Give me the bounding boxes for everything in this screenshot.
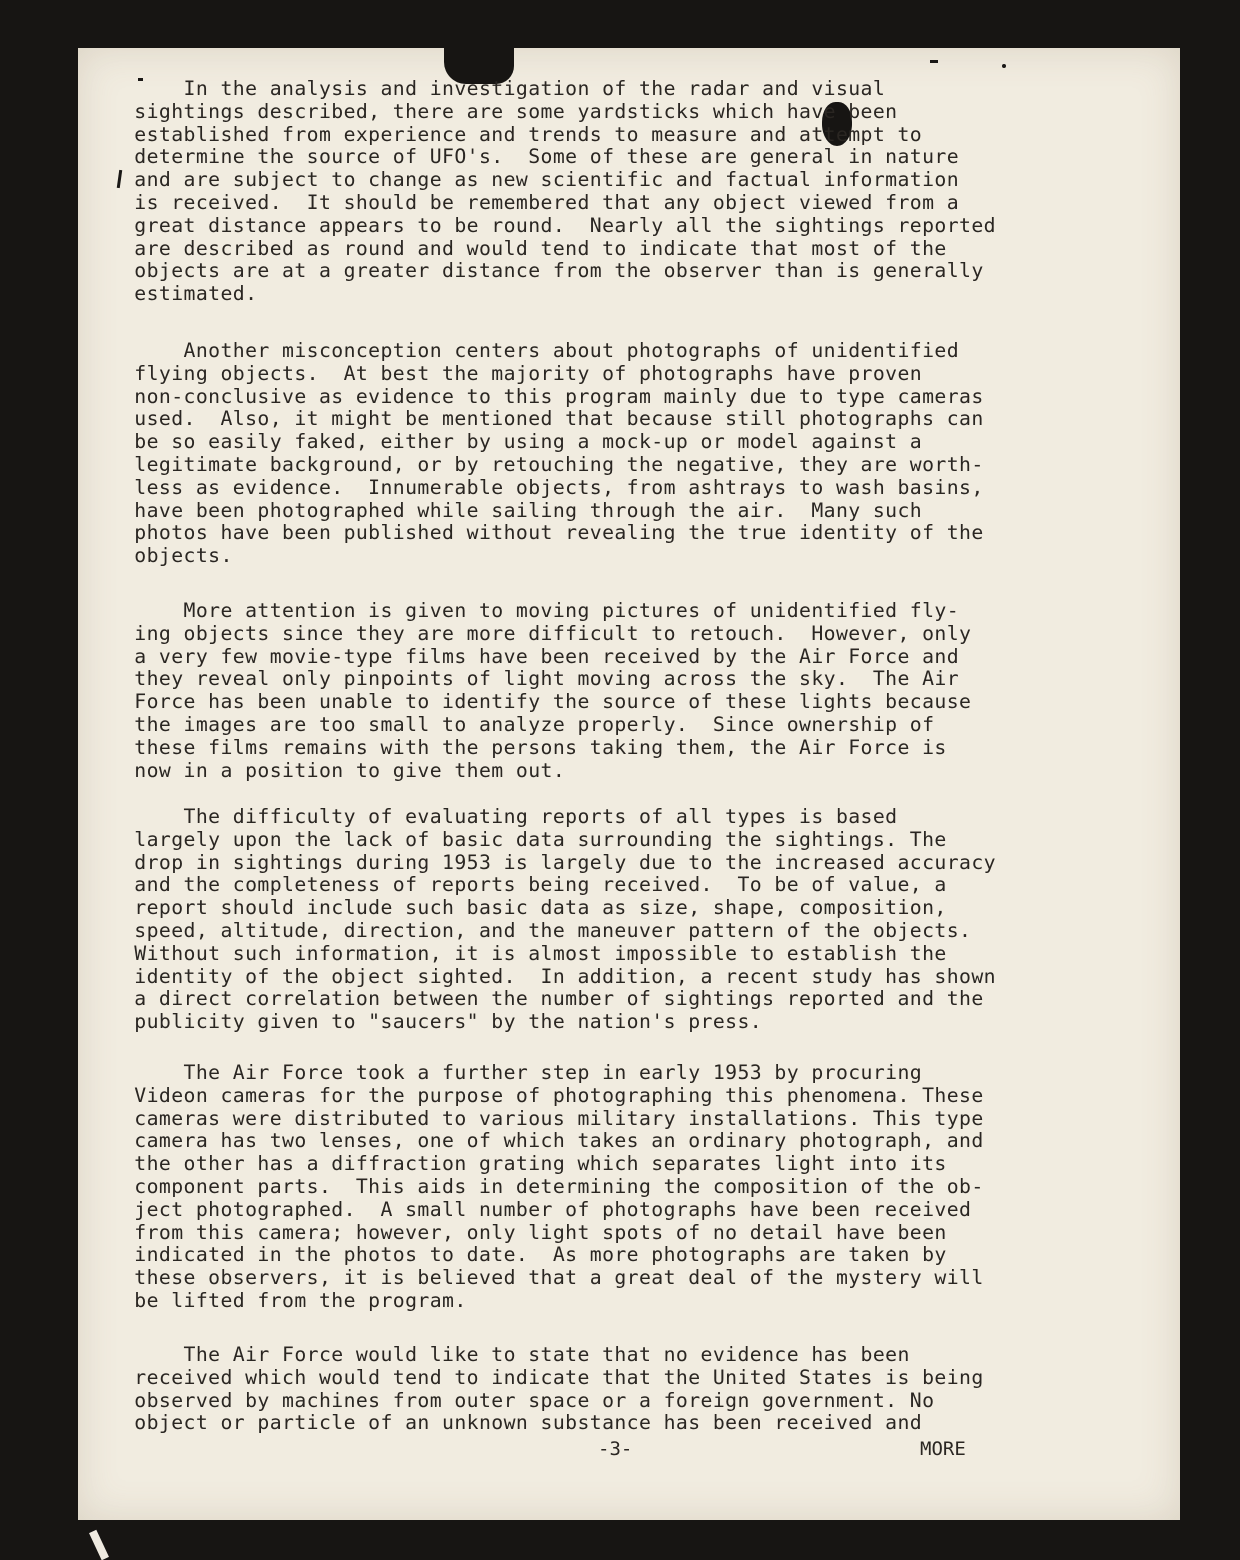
paragraph-evaluating-reports: The difficulty of evaluating reports of all types is based largely upon the lack of basic data surrounding the sightings. The drop in sightings during 1953 is largely due to the increased accuracy and the completeness of reports being received. To be of value, a report should include such basic data as size, shape, composition, speed, altitude, direction, and the maneuver pattern of the objects. Without such information, it is almost impossible to establish the identity of the object sighted. In addition, a recent study has shown a direct correlation between the number of sightings reported and the publicity given to "saucers" by the nation's press. bbox=[134, 805, 996, 1034]
paragraph-videon-cameras: The Air Force took a further step in early 1953 by procuring Videon cameras for the purpose of photographing this phenomena. These cameras were distributed to various military installations. This type camera has two lenses, one of which takes an ordinary photograph, and the other has a diffraction grating which separates light into its component parts. This aids in determining the composition of the ob- ject photographed. A small number of photographs have been received from this camera; however, only light spots of no detail have been indicated in the photos to date. As more photographs are taken by these observers, it is believed that a great deal of the mystery will be lifted from the program. bbox=[134, 1061, 984, 1312]
paragraph-radar-visual-sightings: In the analysis and investigation of the radar and visual sightings described, there are some yardsticks which have been established from experience and trends to measure and attempt to determine the source of UFO's. Some of these are general in nature and are subject to change as new scientific and factual information is received. It should be remembered that any object viewed from a great distance appears to be round. Nearly all the sightings reported are described as round and would tend to indicate that most of the objects are at a greater distance from the observer than is generally estimated. bbox=[134, 77, 996, 306]
typewritten-page bbox=[78, 48, 1180, 1520]
continuation-label: MORE bbox=[920, 1438, 966, 1460]
page-number: -3- bbox=[598, 1438, 633, 1460]
paragraph-photographs: Another misconception centers about photographs of unidentified flying objects. At best the majority of photographs have proven non-conclusive as evidence to this program mainly due to type cameras used. Also, it might be mentioned that because still photographs can be so easily faked, either by using a mock-up or model against a legitimate background, or by retouching the negative, they are worth- less as evidence. Innumerable objects, from ashtrays to wash basins, have been photographed while sailing through the air. Many such photos have been published without revealing the true identity of the objects. bbox=[134, 339, 984, 568]
margin-mark bbox=[1002, 64, 1006, 68]
paragraph-no-evidence: The Air Force would like to state that no evidence has been received which would tend to indicate that the United States is being observed by machines from outer space or a foreign government. No object or particle of an unknown substance has been received and bbox=[134, 1343, 984, 1435]
paragraph-moving-pictures: More attention is given to moving pictures of unidentified fly- ing objects since they are more difficult to retouch. However, only a very few movie-type films have been received by the Air Force and they reveal only pinpoints of light moving across the sky. The Air Force has been unable to identify the source of these lights because the images are too small to analyze properly. Since ownership of these films remains with the persons taking them, the Air Force is now in a position to give them out. bbox=[134, 599, 972, 782]
margin-mark bbox=[930, 60, 938, 63]
page-footer bbox=[78, 1438, 1180, 1464]
